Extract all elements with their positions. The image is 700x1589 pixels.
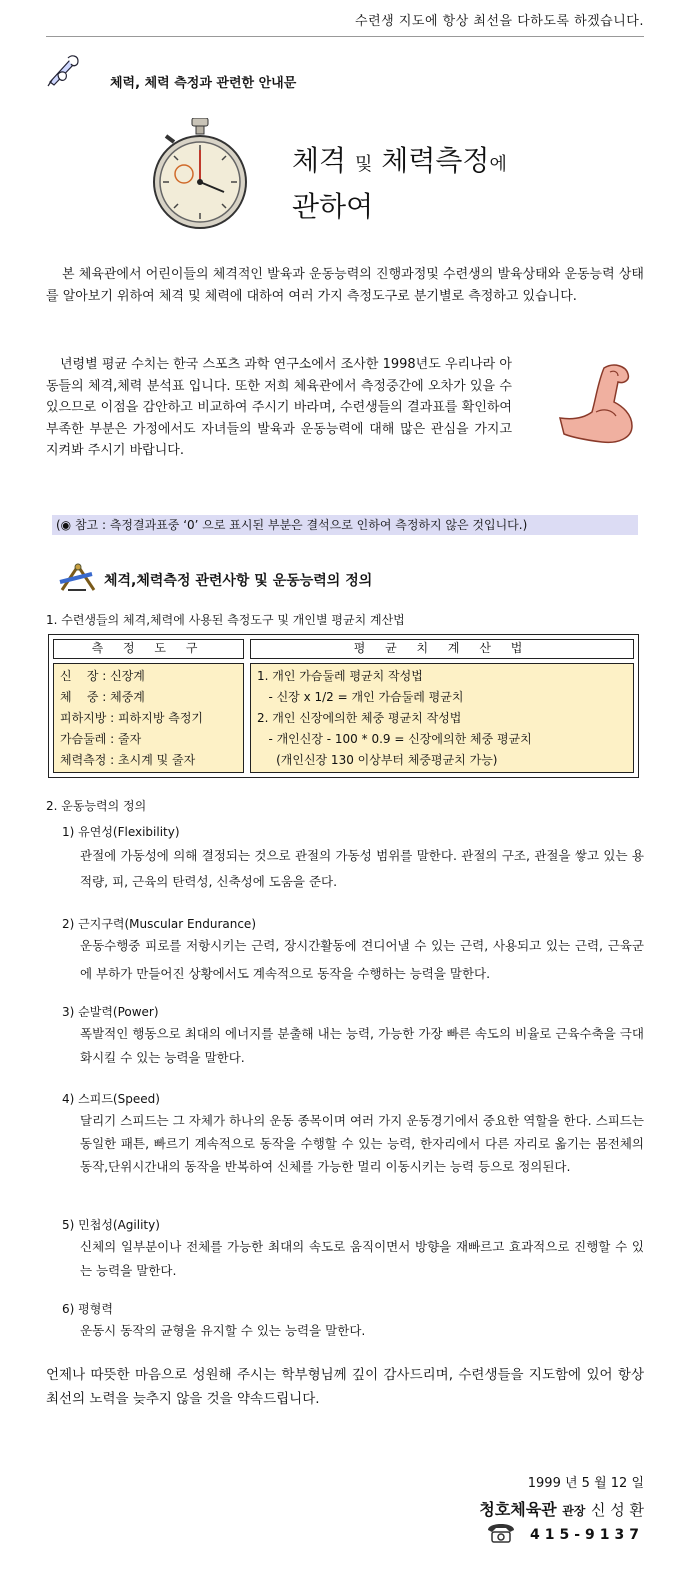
- phone-number: 415-9137: [530, 1527, 644, 1543]
- definition-title-balance: 6) 평형력: [62, 1302, 113, 1316]
- notice-title: 체력, 체력 측정과 관련한 안내문: [110, 76, 297, 91]
- title-part: 체력측정: [372, 144, 490, 177]
- definition-body-endurance: 운동수행중 피로를 저항시키는 근력, 장시간활동에 견디어낼 수 있는 근력, 사용되고 있는 근력, 근육군에 부하가 만들어진 상황에서도 계속적으로 동작을 수행하는 능력을 말한다.: [80, 938, 644, 981]
- measurement-table: [48, 634, 639, 778]
- header-slogan: 수련생 지도에 항상 최선을 다하도록 하겠습니다.: [355, 14, 644, 29]
- signature-block: [479, 1497, 644, 1520]
- definitions-heading: 2. 운동능력의 정의: [46, 799, 147, 813]
- table-method-list: 1. 개인 가슴둘레 평균치 작성법 - 신장 x 1/2 = 개인 가슴둘레 평균치 2. 개인 신장에의한 체중 평균치 작성법 - 개인신장 - 100 * 0.9 = 신장에의한 체중 평균치 (개인신장 130 이상부터 체중평균치 가능): [250, 663, 634, 773]
- definition-title-power: 3) 순발력(Power): [62, 1005, 159, 1019]
- definition-title-flexibility: 1) 유연성(Flexibility): [62, 825, 180, 839]
- header-divider: [46, 36, 644, 37]
- note-banner: (◉ 참고 : 측정결과표중 ‘0’ 으로 표시된 부분은 결석으로 인하여 측정하지 않은 것입니다.): [52, 515, 638, 535]
- table-head-tools: 측 정 도 구: [53, 639, 244, 659]
- title-part: 체격: [292, 144, 355, 177]
- definition-body-flexibility: 관절에 가동성에 의해 결정되는 것으로 관절의 가동성 범위를 말한다. 관절의 구조, 관절을 쌓고 있는 용적량, 피, 근육의 탄력성, 신축성에 도움을 준다.: [80, 848, 644, 889]
- intro-paragraph-2: 년령별 평균 수치는 한국 스포츠 과학 연구소에서 조사한 1998년도 우리나라 아동들의 체격,체력 분석표 입니다. 또한 저희 체육관에서 측정중간에 오차가 있을 수 있으므로 이점을 감안하고 비교하여 주시기 바라며, 수련생들의 결과표를 확인하여 부족한 부분은 가정에서도 자녀들의 발육과 운동능력에 대해 많은 관심을 가지고 지켜봐 주시기 바랍니다.: [46, 357, 512, 459]
- title-part-small: 에: [489, 154, 507, 175]
- title-part-small: 및: [355, 154, 373, 175]
- definition-body-speed: 달리기 스피드는 그 자체가 하나의 운동 종목이며 여러 가지 운동경기에서 중요한 역할을 한다. 스피드는 동일한 패튼, 빠르기 계속적으로 동작을 수행할 수 있는 능력, 한자리에서 다른 자리로 옮기는 몸전체의 동작,단위시간내의 동작을 반복하여 신체를 가능한 멀리 이동시키는 능력 등으로 정의된다.: [80, 1113, 644, 1174]
- title-line2: 관하여: [292, 190, 374, 223]
- section-item-1: 1. 수련생들의 체격,체력에 사용된 측정도구 및 개인별 평균치 계산법: [46, 613, 405, 627]
- closing-paragraph: 언제나 따뜻한 마음으로 성원해 주시는 학부형님께 깊이 감사드리며, 수련생들을 지도함에 있어 항상 최선의 노력을 늦추지 않을 것을 약속드립니다.: [46, 1367, 644, 1407]
- section-title: 체격,체력측정 관련사항 및 운동능력의 정의: [104, 573, 373, 589]
- definition-title-agility: 5) 민첩성(Agility): [62, 1218, 160, 1232]
- compass-ruler-icon: [58, 562, 96, 594]
- definition-body-power: 폭발적인 행동으로 최대의 에너지를 분출해 내는 능력, 가능한 가장 빠른 속도의 비율로 근육수축을 극대화시킬 수 있는 능력을 말한다.: [80, 1026, 644, 1065]
- document-title: [292, 140, 507, 228]
- definition-title-endurance: 2) 근지구력(Muscular Endurance): [62, 917, 256, 931]
- phone-icon: [484, 1518, 518, 1546]
- table-tools-list: 신 장 : 신장계 체 중 : 체중계 피하지방 : 피하지방 측정기 가슴둘레 : 줄자 체력측정 : 초시계 및 줄자: [53, 663, 244, 773]
- table-head-method: 평 균 치 계 산 법: [250, 639, 634, 659]
- intro-paragraph-1: 본 체육관에서 어린이들의 체격적인 발육과 운동능력의 진행과정및 수련생의 발육상태와 운동능력 상태를 알아보기 위하여 체격 및 체력에 대하여 여러 가지 측정도구로 분기별로 측정하고 있습니다.: [46, 267, 644, 304]
- flexed-arm-icon: [556, 362, 642, 448]
- signer-name: 신 성 환: [590, 1501, 644, 1519]
- document-date: 1999 년 5 월 12 일: [527, 1476, 644, 1491]
- definition-body-balance: 운동시 동작의 균형을 유지할 수 있는 능력을 말한다.: [80, 1323, 366, 1338]
- writing-hand-icon: [44, 52, 82, 88]
- definition-body-agility: 신체의 일부분이나 전체를 가능한 최대의 속도로 움직이면서 방향을 재빠르고 효과적으로 진행할 수 있는 능력을 말한다.: [80, 1239, 644, 1278]
- stopwatch-icon: [148, 118, 252, 230]
- definition-title-speed: 4) 스피드(Speed): [62, 1092, 160, 1106]
- org-name: 청호체육관: [479, 1500, 557, 1519]
- signer-role: 관장: [562, 1504, 586, 1518]
